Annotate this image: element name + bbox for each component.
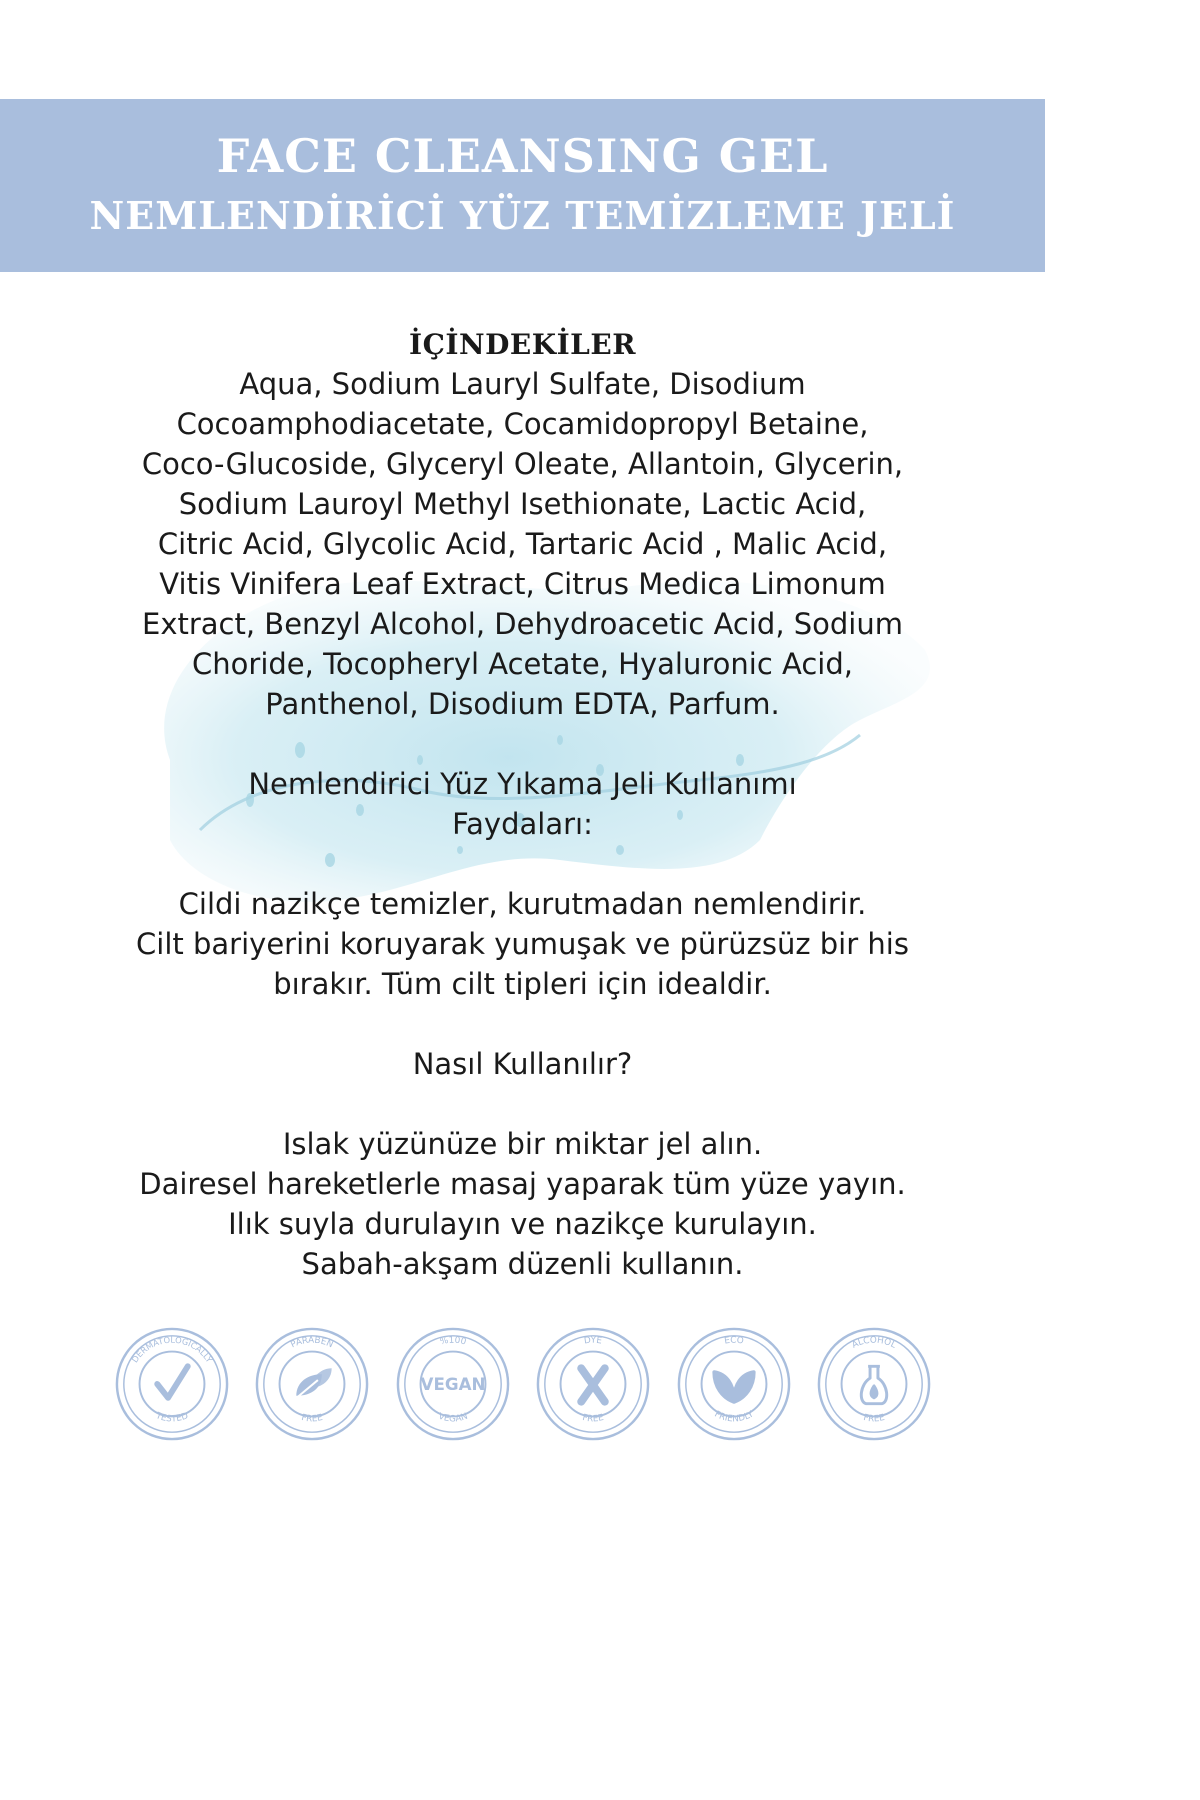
badge-bottom-text: FREE xyxy=(581,1412,605,1425)
usage-line: Dairesel hareketlerle masaj yaparak tüm yüze yayın. xyxy=(139,1167,906,1201)
ingredients-line: Citric Acid, Glycolic Acid, Tartaric Acid , Malic Acid, xyxy=(157,527,888,561)
badge-top-text: PARABEN xyxy=(289,1335,335,1351)
badge-top-text: %100 xyxy=(438,1335,467,1348)
badge-bottom-text: TESTED xyxy=(154,1411,190,1425)
badge-bottom-text: FRIENDLY xyxy=(712,1409,755,1425)
svg-text:FREE xyxy=(581,1413,605,1425)
sprout-icon xyxy=(714,1372,753,1402)
product-description xyxy=(60,326,985,1284)
svg-text:DYE xyxy=(584,1336,603,1347)
badge-top-text: DYE xyxy=(583,1335,603,1347)
product-title-en: FACE CLEANSING GEL xyxy=(216,128,829,183)
usage-line: Sabah-akşam düzenli kullanın. xyxy=(301,1247,744,1281)
vegan-icon: VEGAN xyxy=(420,1373,486,1394)
dermatologically-tested-badge xyxy=(113,1325,231,1443)
badge-bottom-text: FREE xyxy=(862,1412,886,1425)
svg-text:TESTED xyxy=(153,1411,190,1425)
benefits-heading: Nemlendirici Yüz Yıkama Jeli Kullanımı xyxy=(248,767,797,801)
ingredients-line: Aqua, Sodium Lauryl Sulfate, Disodium xyxy=(239,367,806,401)
x-icon xyxy=(581,1368,605,1401)
ingredients-line: Cocoamphodiacetate, Cocamidopropyl Betaine, xyxy=(176,407,869,441)
svg-text:%100 xyxy=(439,1336,467,1348)
ingredients-line: Panthenol, Disodium EDTA, Parfum. xyxy=(265,687,780,721)
certification-badges xyxy=(113,1325,933,1447)
checkmark-icon xyxy=(157,1366,187,1397)
benefits-line: Cilt bariyerini koruyarak yumuşak ve pürüzsüz bir his xyxy=(136,927,909,961)
benefits-line: bırakır. Tüm cilt tipleri için idealdir. xyxy=(273,967,772,1001)
usage-line: Islak yüzünüze bir miktar jel alın. xyxy=(282,1127,763,1161)
eco-friendly-badge xyxy=(675,1325,793,1443)
badge-bottom-text: FREE xyxy=(300,1412,325,1425)
benefits-line: Cildi nazikçe temizler, kurutmadan nemlendirir. xyxy=(178,887,867,921)
product-title-tr: NEMLENDİRİCİ YÜZ TEMİZLEME JELİ xyxy=(89,192,956,238)
svg-text:FREE xyxy=(862,1413,886,1425)
svg-text:FREE xyxy=(301,1413,325,1425)
paraben-free-badge xyxy=(253,1325,371,1443)
dye-free-badge xyxy=(534,1325,652,1443)
alcohol-free-badge xyxy=(815,1325,933,1443)
header-banner xyxy=(0,99,1045,272)
svg-text:FRIENDLY xyxy=(712,1409,755,1424)
badge-top-text: ECO xyxy=(723,1335,744,1347)
svg-text:ECO xyxy=(723,1336,744,1347)
ingredients-line: Coco-Glucoside, Glyceryl Oleate, Allantoin, Glycerin, xyxy=(141,447,904,481)
usage-line: Ilık suyla durulayın ve nazikçe kurulayın. xyxy=(228,1207,817,1241)
vegan-badge xyxy=(394,1325,512,1443)
leaf-icon xyxy=(295,1368,332,1399)
badge-top-text: DERMATOLOGICALLY xyxy=(129,1334,215,1365)
usage-heading: Nasıl Kullanılır? xyxy=(412,1047,633,1081)
badge-top-text: ALCOHOL xyxy=(850,1335,898,1351)
ingredients-line: Sodium Lauroyl Methyl Isethionate, Lactic Acid, xyxy=(178,487,867,521)
svg-text:VEGAN xyxy=(437,1412,469,1425)
badge-bottom-text: VEGAN xyxy=(436,1411,469,1425)
flask-icon xyxy=(861,1366,886,1403)
ingredients-line: Vitis Vinifera Leaf Extract, Citrus Medica Limonum xyxy=(159,567,886,601)
ingredients-line: Choride, Tocopheryl Acetate, Hyaluronic Acid, xyxy=(192,647,853,681)
ingredients-heading: İÇİNDEKİLER xyxy=(409,328,636,361)
benefits-heading: Faydaları: xyxy=(452,807,593,841)
ingredients-line: Extract, Benzyl Alcohol, Dehydroacetic Acid, Sodium xyxy=(142,607,903,641)
